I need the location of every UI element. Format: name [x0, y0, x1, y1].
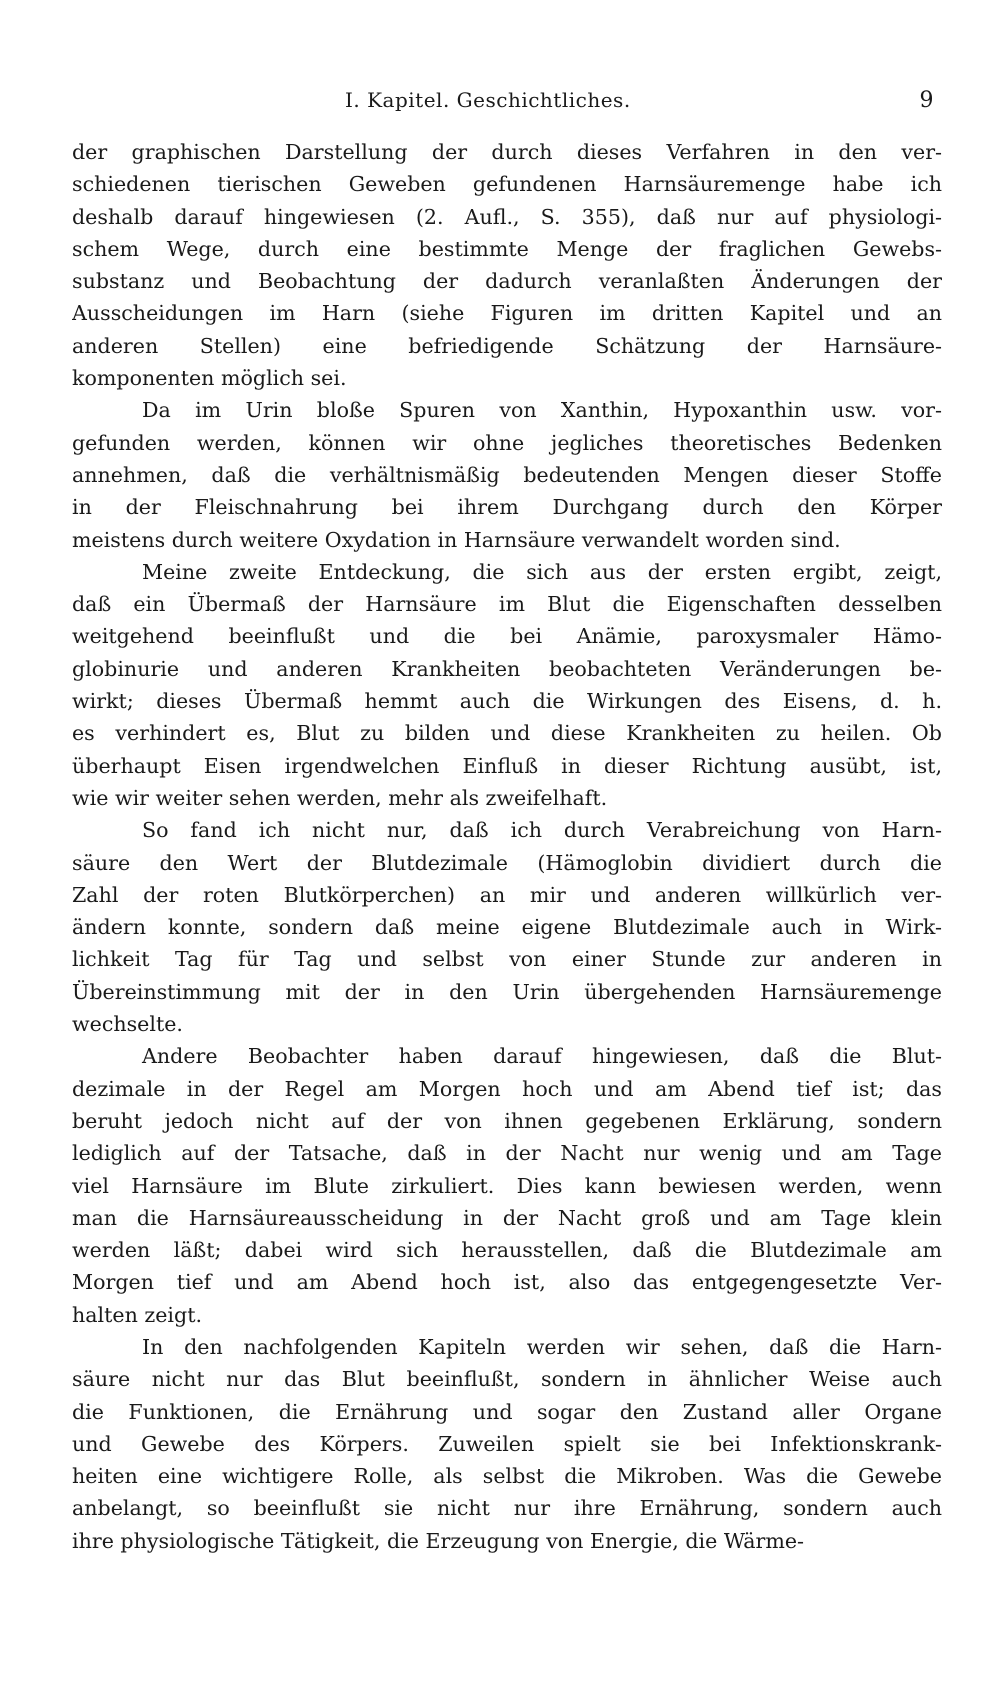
text-line: In den nachfolgenden Kapiteln werden wir sehen, daß die Harn- [142, 1334, 942, 1359]
text-line: Da im Urin bloße Spuren von Xanthin, Hypoxanthin usw. vor- [142, 398, 942, 423]
text-line: lediglich auf der Tatsache, daß in der Nacht nur wenig und am Tage [72, 1141, 942, 1166]
text-line: globinurie und anderen Krankheiten beobachteten Veränderungen be- [72, 656, 942, 681]
text-line: substanz und Beobachtung der dadurch veranlaßten Änderungen der [72, 269, 942, 294]
text-line: schem Wege, durch eine bestimmte Menge der fraglichen Gewebs- [72, 236, 942, 261]
body-text [72, 136, 942, 1557]
page-number: 9 [919, 88, 934, 113]
paragraph [72, 136, 942, 394]
text-line: deshalb darauf hingewiesen (2. Aufl., S. 355), daß nur auf physiologi- [72, 204, 942, 229]
text-line: die Funktionen, die Ernährung und sogar den Zustand aller Organe [72, 1399, 942, 1424]
paragraph [72, 1331, 942, 1557]
text-line: dezimale in der Regel am Morgen hoch und am Abend tief ist; das [72, 1076, 942, 1101]
text-line: überhaupt Eisen irgendwelchen Einfluß in dieser Richtung ausübt, ist, [72, 753, 942, 778]
running-title: I. Kapitel. Geschichtliches. [345, 88, 631, 112]
text-line: und Gewebe des Körpers. Zuweilen spielt sie bei Infektionskrank- [72, 1431, 942, 1456]
text-line: Morgen tief und am Abend hoch ist, also das entgegengesetzte Ver- [72, 1270, 942, 1295]
text-line: anderen Stellen) eine befriedigende Schätzung der Harnsäure- [72, 333, 942, 358]
text-line: halten zeigt. [72, 1302, 203, 1327]
text-line: weitgehend beeinflußt und die bei Anämie, paroxysmaler Hämo- [72, 624, 942, 649]
text-line: wechselte. [72, 1012, 183, 1037]
text-line: Andere Beobachter haben darauf hingewiesen, daß die Blut- [142, 1044, 942, 1069]
text-line: wirkt; dieses Übermaß hemmt auch die Wirkungen des Eisens, d. h. [72, 689, 942, 714]
paragraph [72, 1040, 942, 1331]
text-line: gefunden werden, können wir ohne jegliches theoretisches Bedenken [72, 430, 942, 455]
text-line: säure nicht nur das Blut beeinflußt, sondern in ähnlicher Weise auch [72, 1367, 942, 1392]
text-line: So fand ich nicht nur, daß ich durch Verabreichung von Harn- [142, 818, 942, 843]
text-line: anbelangt, so beeinflußt sie nicht nur ihre Ernährung, sondern auch [72, 1496, 942, 1521]
text-line: komponenten möglich sei. [72, 366, 347, 391]
text-line: Meine zweite Entdeckung, die sich aus der ersten ergibt, zeigt, [142, 559, 942, 584]
text-line: der graphischen Darstellung der durch dieses Verfahren in den ver- [72, 140, 942, 164]
text-line: heiten eine wichtigere Rolle, als selbst die Mikroben. Was die Gewebe [72, 1464, 942, 1489]
text-line: man die Harnsäureausscheidung in der Nacht groß und am Tage klein [72, 1205, 942, 1230]
text-line: ihre physiologische Tätigkeit, die Erzeugung von Energie, die Wärme- [72, 1528, 805, 1553]
text-line: beruht jedoch nicht auf der von ihnen gegebenen Erklärung, sondern [72, 1108, 942, 1133]
text-line: annehmen, daß die verhältnismäßig bedeutenden Mengen dieser Stoffe [72, 462, 942, 487]
text-line: meistens durch weitere Oxydation in Harnsäure verwandelt worden sind. [72, 527, 841, 552]
text-line: Zahl der roten Blutkörperchen) an mir und anderen willkürlich ver- [72, 882, 942, 907]
running-header [72, 88, 942, 122]
text-line: daß ein Übermaß der Harnsäure im Blut die Eigenschaften desselben [72, 592, 942, 617]
paragraph [72, 556, 942, 814]
paragraph [72, 394, 942, 555]
text-line: in der Fleischnahrung bei ihrem Durchgang durch den Körper [72, 495, 942, 520]
text-line: Übereinstimmung mit der in den Urin übergehenden Harnsäuremenge [72, 979, 942, 1004]
text-line: wie wir weiter sehen werden, mehr als zweifelhaft. [72, 785, 608, 810]
text-line: säure den Wert der Blutdezimale (Hämoglobin dividiert durch die [72, 850, 942, 875]
text-line: ändern konnte, sondern daß meine eigene Blutdezimale auch in Wirk- [72, 915, 942, 940]
text-line: viel Harnsäure im Blute zirkuliert. Dies kann bewiesen werden, wenn [72, 1173, 942, 1198]
text-line: werden läßt; dabei wird sich herausstellen, daß die Blutdezimale am [72, 1238, 942, 1263]
text-line: schiedenen tierischen Geweben gefundenen Harnsäuremenge habe ich [72, 172, 942, 197]
text-line: lichkeit Tag für Tag und selbst von einer Stunde zur anderen in [72, 947, 942, 972]
text-line: es verhindert es, Blut zu bilden und diese Krankheiten zu heilen. Ob [72, 721, 942, 746]
paragraph [72, 814, 942, 1040]
text-line: Ausscheidungen im Harn (siehe Figuren im dritten Kapitel und an [72, 301, 942, 326]
